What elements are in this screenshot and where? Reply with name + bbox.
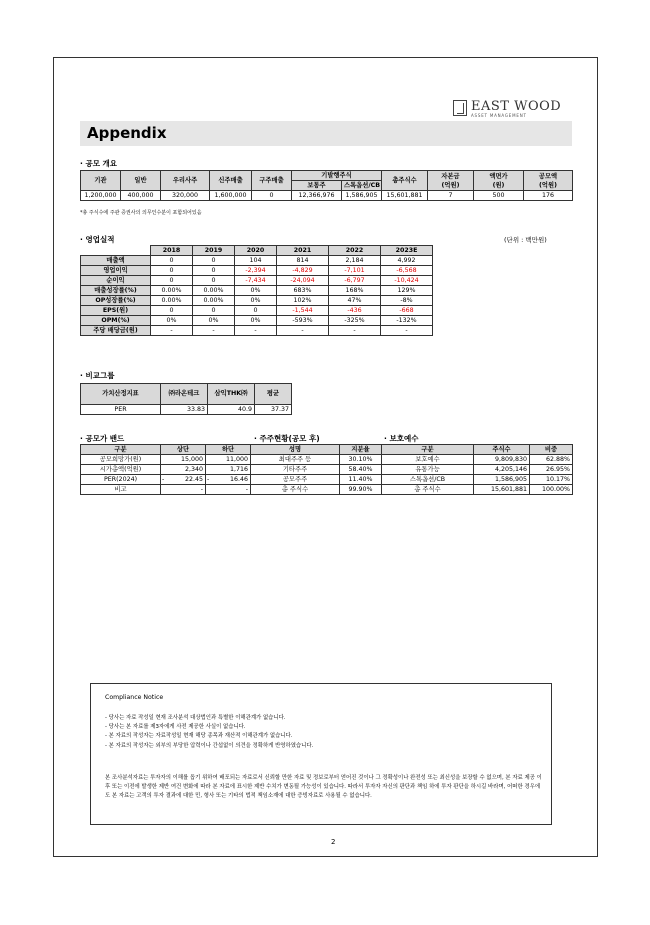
row-label: 매출성장률(%) [81, 286, 151, 296]
perf-cell: 683% [277, 286, 329, 296]
perf-cell: 0 [193, 266, 235, 276]
holders-table [250, 444, 382, 495]
perf-cell: - [329, 326, 381, 336]
perf-cell: 0 [151, 276, 193, 286]
ipo-cell: 15,601,881 [382, 191, 428, 201]
ipo-cell: 320,000 [161, 191, 210, 201]
perf-cell: 0.00% [151, 286, 193, 296]
performance-table [80, 245, 433, 336]
perf-cell: 0% [235, 316, 277, 326]
row-label: 총 주식수 [251, 485, 340, 495]
logo-mark-icon [453, 100, 467, 116]
perf-cell: -10,424 [381, 276, 433, 286]
peer-header: 평균 [255, 384, 292, 405]
row-label: 유통가능 [382, 465, 474, 475]
year-header: 2022 [329, 246, 381, 256]
row-label: OPM(%) [81, 316, 151, 326]
compliance-item: - 당사는 자료 작성일 현재 조사분석 대상법인과 특별한 이해관계가 없습니다. [105, 715, 286, 721]
perf-cell: 4,992 [381, 256, 433, 266]
table-row [251, 465, 382, 475]
header-issued: 기발행주식 [292, 171, 382, 181]
perf-cell: 0 [193, 256, 235, 266]
band-table [80, 444, 251, 495]
peer-cell: 40.9 [208, 405, 255, 415]
band-header: 구분 [81, 445, 161, 455]
lockup-header: 비중 [530, 445, 573, 455]
year-header: 2019 [193, 246, 235, 256]
logo-subtitle: ASSET MANAGEMENT [471, 113, 527, 118]
perf-cell: - [193, 326, 235, 336]
perf-cell: 102% [277, 296, 329, 306]
row-label: 총 주식수 [382, 485, 474, 495]
lockup-cell: 26.95% [530, 465, 573, 475]
peer-header: 가치산정지표 [81, 384, 161, 405]
perf-cell: -6,797 [329, 276, 381, 286]
perf-cell: -6,568 [381, 266, 433, 276]
row-label: 스톡옵션/CB [382, 475, 474, 485]
compliance-item: - 당사는 본 자료를 제3자에게 사전 제공한 사실이 없습니다. [105, 724, 246, 731]
holders-cell: 58.40% [340, 465, 382, 475]
row-label: 시가총액(억원) [81, 465, 161, 475]
table-row [81, 276, 433, 286]
ipo-overview-table [80, 170, 573, 201]
header-employee: 우리사주 [161, 171, 210, 191]
header-total: 총주식수 [382, 171, 428, 191]
compliance-title: Compliance Notice [105, 694, 164, 701]
table-row [382, 455, 573, 465]
band-heading: · 공모가 밴드 [80, 434, 125, 443]
header-blank [81, 246, 151, 256]
ipo-cell: 1,586,905 [342, 191, 382, 201]
band-header: 하단 [206, 445, 251, 455]
perf-cell: -24,094 [277, 276, 329, 286]
ipo-cell: 500 [474, 191, 524, 201]
lockup-header: 구분 [382, 445, 474, 455]
perf-cell: 47% [329, 296, 381, 306]
row-label: EPS(원) [81, 306, 151, 316]
perf-cell: -8% [381, 296, 433, 306]
ipo-cell: 1,200,000 [81, 191, 121, 201]
table-row [251, 455, 382, 465]
perf-cell: - [151, 326, 193, 336]
holders-cell: 99.90% [340, 485, 382, 495]
perf-cell: 0.00% [193, 286, 235, 296]
perf-cell: 168% [329, 286, 381, 296]
peer-cell: PER [81, 405, 161, 415]
band-cell: 1,716 [212, 465, 251, 475]
lockup-cell: 100.00% [530, 485, 573, 495]
ipo-cell: 0 [252, 191, 292, 201]
compliance-items [105, 714, 313, 751]
performance-unit: (단위 : 백만원) [504, 236, 547, 244]
ipo-cell: 1,600,000 [210, 191, 252, 201]
lockup-cell: 1,586,905 [474, 475, 530, 485]
page-title: Appendix [87, 124, 167, 142]
lockup-table [381, 444, 573, 495]
peer-header: ㈜라온테크 [161, 384, 208, 405]
row-label: 보호예수 [382, 455, 474, 465]
perf-cell: 0% [193, 316, 235, 326]
perf-cell: - [381, 326, 433, 336]
table-row [81, 326, 433, 336]
ipo-cell: 400,000 [121, 191, 161, 201]
perf-cell: -4,829 [277, 266, 329, 276]
table-row [382, 475, 573, 485]
peer-cell: 33.83 [161, 405, 208, 415]
year-header: 2021 [277, 246, 329, 256]
lockup-cell: 9,809,830 [474, 455, 530, 465]
perf-cell: 0% [235, 286, 277, 296]
band-cell: 2,340 [167, 465, 206, 475]
year-header: 2020 [235, 246, 277, 256]
header-amount: 공모액 (억원) [524, 171, 573, 191]
row-label: 비고 [81, 485, 161, 495]
holders-cell: 30.10% [340, 455, 382, 465]
header-common: 보통주 [292, 181, 342, 191]
header-new-shares: 신주매출 [210, 171, 252, 191]
page-number: 2 [331, 838, 336, 846]
table-row [81, 296, 433, 306]
row-label: 매출액 [81, 256, 151, 266]
row-label: 공모주주 [251, 475, 340, 485]
row-label: OP성장률(%) [81, 296, 151, 306]
row-label: 순이익 [81, 276, 151, 286]
band-cell: 15,000 [167, 455, 206, 465]
ipo-footnote: *총 주식수에 주관 증권사의 의무인수분이 포함되어있음 [80, 210, 202, 216]
perf-cell: 104 [235, 256, 277, 266]
perf-cell: -668 [381, 306, 433, 316]
ipo-cell: 12,366,976 [292, 191, 342, 201]
perf-cell: 129% [381, 286, 433, 296]
band-cell: 11,000 [212, 455, 251, 465]
ipo-cell: 176 [524, 191, 573, 201]
perf-cell: -7,101 [329, 266, 381, 276]
compliance-notice [90, 683, 552, 825]
perf-cell: 0.00% [193, 296, 235, 306]
band-cell: - [167, 485, 206, 495]
perf-cell: 0 [151, 306, 193, 316]
table-row [81, 286, 433, 296]
perf-cell: -436 [329, 306, 381, 316]
header-capital: 자본금 (억원) [428, 171, 474, 191]
compliance-body: 본 조사분석자료는 투자자의 이해를 돕기 위하여 배포되는 자료로서 신뢰할 만한 자료 및 정보로부터 얻어진 것이나 그 정확성이나 완전성 또는 최신성을 보장할 수 없으며, 본 자료 제공 이후 또는 이전에 발생한 제반 여건 변화에 따라 본 자료에 표시한 제반 수치가 변동될 가능성이 있습니다. 따라서 투자자 자신의 판단과 책임 하에 투자 판단을 하시길 바라며, 어떠한 경우에도 본 자료는 고객의 투자 결과에 대한 민, 형사 또는 기타의 법적 책임소재에 대한 증빙자료로 사용될 수 없습니다. [105, 775, 542, 799]
perf-cell: 2,184 [329, 256, 381, 266]
perf-cell: -7,434 [235, 276, 277, 286]
header-institution: 기관 [81, 171, 121, 191]
lockup-cell: 62.88% [530, 455, 573, 465]
lockup-cell: 15,601,881 [474, 485, 530, 495]
band-header: 상단 [161, 445, 206, 455]
header-old-shares: 구주매출 [252, 171, 292, 191]
lockup-heading: · 보호예수 [384, 434, 419, 443]
holders-heading: · 주주현황(공모 후) [254, 434, 320, 443]
band-cell: - [206, 475, 212, 485]
perf-cell: - [235, 326, 277, 336]
band-cell: - [212, 485, 251, 495]
lockup-cell: 4,205,146 [474, 465, 530, 475]
holders-header: 성명 [251, 445, 340, 455]
title-bar [80, 121, 572, 146]
header-general: 일반 [121, 171, 161, 191]
table-row [81, 306, 433, 316]
perf-cell: -1,544 [277, 306, 329, 316]
year-header: 2018 [151, 246, 193, 256]
peers-heading: · 비교그룹 [80, 371, 115, 380]
perf-cell: 0% [151, 316, 193, 326]
perf-cell: -593% [277, 316, 329, 326]
perf-cell: - [277, 326, 329, 336]
table-row [251, 485, 382, 495]
table-row [81, 465, 251, 475]
band-cell: - [161, 475, 167, 485]
perf-cell: 0 [151, 256, 193, 266]
compliance-item: - 본 자료의 작성자는 외부의 부당한 압력이나 간섭없이 의견을 정확하게 반영하였습니다. [105, 742, 314, 749]
lockup-cell: 10.17% [530, 475, 573, 485]
holders-cell: 11.40% [340, 475, 382, 485]
peer-cell: 37.37 [255, 405, 292, 415]
perf-cell: -132% [381, 316, 433, 326]
row-label: 최대주주 등 [251, 455, 340, 465]
header-par: 액면가 (원) [474, 171, 524, 191]
table-row [81, 475, 251, 485]
row-label: 주당 배당금(원) [81, 326, 151, 336]
table-row [81, 266, 433, 276]
perf-cell: 0 [235, 306, 277, 316]
ipo-cell: 7 [428, 191, 474, 201]
band-cell: 22.45 [167, 475, 206, 485]
peer-header: 삼익THK㈜ [208, 384, 255, 405]
row-label: 기타주주 [251, 465, 340, 475]
table-row [382, 485, 573, 495]
perf-cell: 0 [193, 306, 235, 316]
table-row [251, 475, 382, 485]
perf-cell: -325% [329, 316, 381, 326]
perf-cell: 0.00% [151, 296, 193, 306]
band-cell: 16.46 [212, 475, 251, 485]
row-label: 영업이익 [81, 266, 151, 276]
perf-cell: 0% [235, 296, 277, 306]
perf-cell: 0 [193, 276, 235, 286]
ipo-overview-heading: · 공모 개요 [80, 159, 118, 168]
table-row [382, 465, 573, 475]
peers-table [80, 383, 292, 415]
perf-cell: 814 [277, 256, 329, 266]
row-label: 공모희망가(원) [81, 455, 161, 465]
year-header: 2023E [381, 246, 433, 256]
header-options: 스톡옵션/CB [342, 181, 382, 191]
logo-name: EAST WOOD [471, 99, 562, 114]
row-label: PER(2024) [81, 475, 161, 485]
compliance-item: - 본 자료의 작성자는 자료작성일 현재 해당 종목과 재산적 이해관계가 없습니다. [105, 733, 293, 740]
table-row [81, 455, 251, 465]
table-row [81, 485, 251, 495]
table-row [81, 256, 433, 266]
table-row [81, 316, 433, 326]
perf-cell: 0 [151, 266, 193, 276]
perf-cell: -2,394 [235, 266, 277, 276]
holders-header: 지분율 [340, 445, 382, 455]
lockup-header: 주식수 [474, 445, 530, 455]
east-wood-logo [453, 100, 565, 118]
performance-heading: · 영업실적 [80, 235, 115, 244]
